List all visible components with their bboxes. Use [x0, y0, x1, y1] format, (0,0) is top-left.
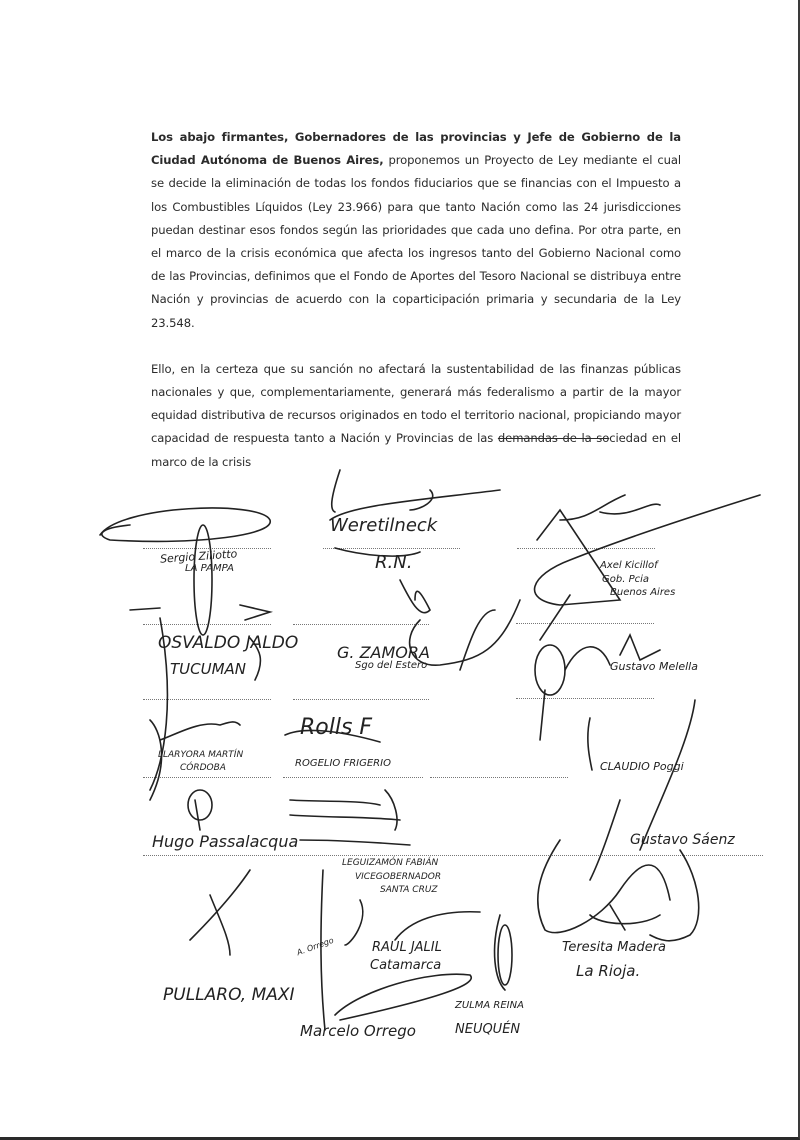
handwritten-caption: SANTA CRUZ	[380, 885, 438, 895]
handwritten-name: Marcelo Orrego	[300, 1022, 416, 1040]
handwritten-name: Axel Kicillof	[600, 560, 658, 571]
paragraph-2-struck: demandas de la so	[497, 431, 610, 446]
signature-line	[143, 777, 271, 778]
signature-line	[143, 855, 763, 856]
handwritten-name: Rolls F	[300, 715, 373, 740]
signature-line	[283, 777, 423, 778]
handwritten-name: A. Orrego	[295, 935, 335, 958]
handwritten-name: Weretilneck	[330, 515, 438, 536]
paragraph-1-text: proponemos un Proyecto de Ley mediante el cual se decide la eliminación de todas los fondos fiduciarios que se financias con el Impuesto a los Combustibles Líquidos (Ley 23.966) para que tanto Nación como las 24 jurisdicciones puedan destinar esos fondos según las prioridades que cada uno defina. Por otra parte, en el marco de la crisis económica que afecta los ingresos tanto del Gobierno Nacional como de las Provincias, definimos que el Fondo de Aportes del Tesoro Nacional se distribuya entre Nación y provincias de acuerdo con la coparticipación primaria y secundaria de la Ley 23.548.	[151, 153, 681, 330]
signature-line	[293, 624, 429, 625]
handwritten-caption: ROGELIO FRIGERIO	[295, 758, 391, 769]
signature-line	[517, 548, 655, 549]
handwritten-name: G. ZAMORA	[337, 643, 430, 662]
handwritten-name: CLAUDIO Poggi	[600, 760, 684, 773]
handwritten-name: LEGUIZAMÓN FABIÁN	[342, 858, 439, 868]
handwritten-name: PULLARO, MAXI	[163, 985, 295, 1005]
paragraph-1	[151, 126, 681, 335]
signature-line	[143, 624, 271, 625]
handwritten-name: Sergio Ziliotto	[159, 547, 238, 566]
handwritten-caption: LA PAMPA	[185, 563, 234, 574]
handwritten-name: Hugo Passalacqua	[152, 832, 299, 851]
handwritten-caption: Catamarca	[370, 958, 442, 973]
handwritten-name: Gustavo Melella	[610, 660, 698, 673]
document-body	[151, 126, 681, 474]
handwritten-caption: VICEGOBERNADOR	[355, 872, 442, 882]
handwritten-caption: NEUQUÉN	[455, 1022, 521, 1037]
handwritten-name: ZULMA REINA	[455, 1000, 524, 1011]
handwritten-name: Gustavo Sáenz	[630, 832, 735, 848]
handwritten-name: OSVALDO JALDO	[158, 633, 299, 653]
handwritten-name: LLARYORA MARTÍN	[158, 750, 244, 760]
signature-line	[143, 699, 271, 700]
paragraph-1-bold-lead: Los abajo firmantes, Gobernadores de las provincias y Jefe de Gobierno de la Ciudad Autónoma de Buenos Aires,	[151, 130, 681, 168]
signature-line	[516, 698, 654, 699]
signature-line	[516, 623, 654, 624]
signature-line	[293, 699, 429, 700]
signature-line	[430, 777, 568, 778]
paragraph-2-text: Ello, en la certeza que su sanción no afectará la sustentabilidad de las finanzas públicas nacionales y que, complementariamente, generará más federalismo a partir de la mayor equidad distributiva de recursos originados en todo el territorio nacional, propiciando mayor capacidad de respuesta tanto a Nación y Provincias de las	[151, 361, 681, 446]
handwritten-caption: TUCUMAN	[170, 660, 247, 678]
handwritten-name: Teresita Madera	[562, 940, 666, 955]
handwritten-caption: Gob. Pcia	[602, 574, 650, 585]
handwritten-caption: CÓRDOBA	[180, 763, 226, 773]
handwritten-name: RAÚL JALIL	[372, 940, 442, 955]
paragraph-2-tail: ciedad en el marco de la crisis	[151, 431, 681, 469]
handwritten-caption: R.N.	[375, 552, 413, 573]
handwritten-caption: La Rioja.	[576, 962, 641, 980]
handwritten-caption: Buenos Aires	[610, 587, 676, 598]
handwritten-caption: Sgo del Estero	[355, 660, 428, 671]
paragraph-2	[151, 358, 681, 474]
signature-line	[323, 548, 460, 549]
